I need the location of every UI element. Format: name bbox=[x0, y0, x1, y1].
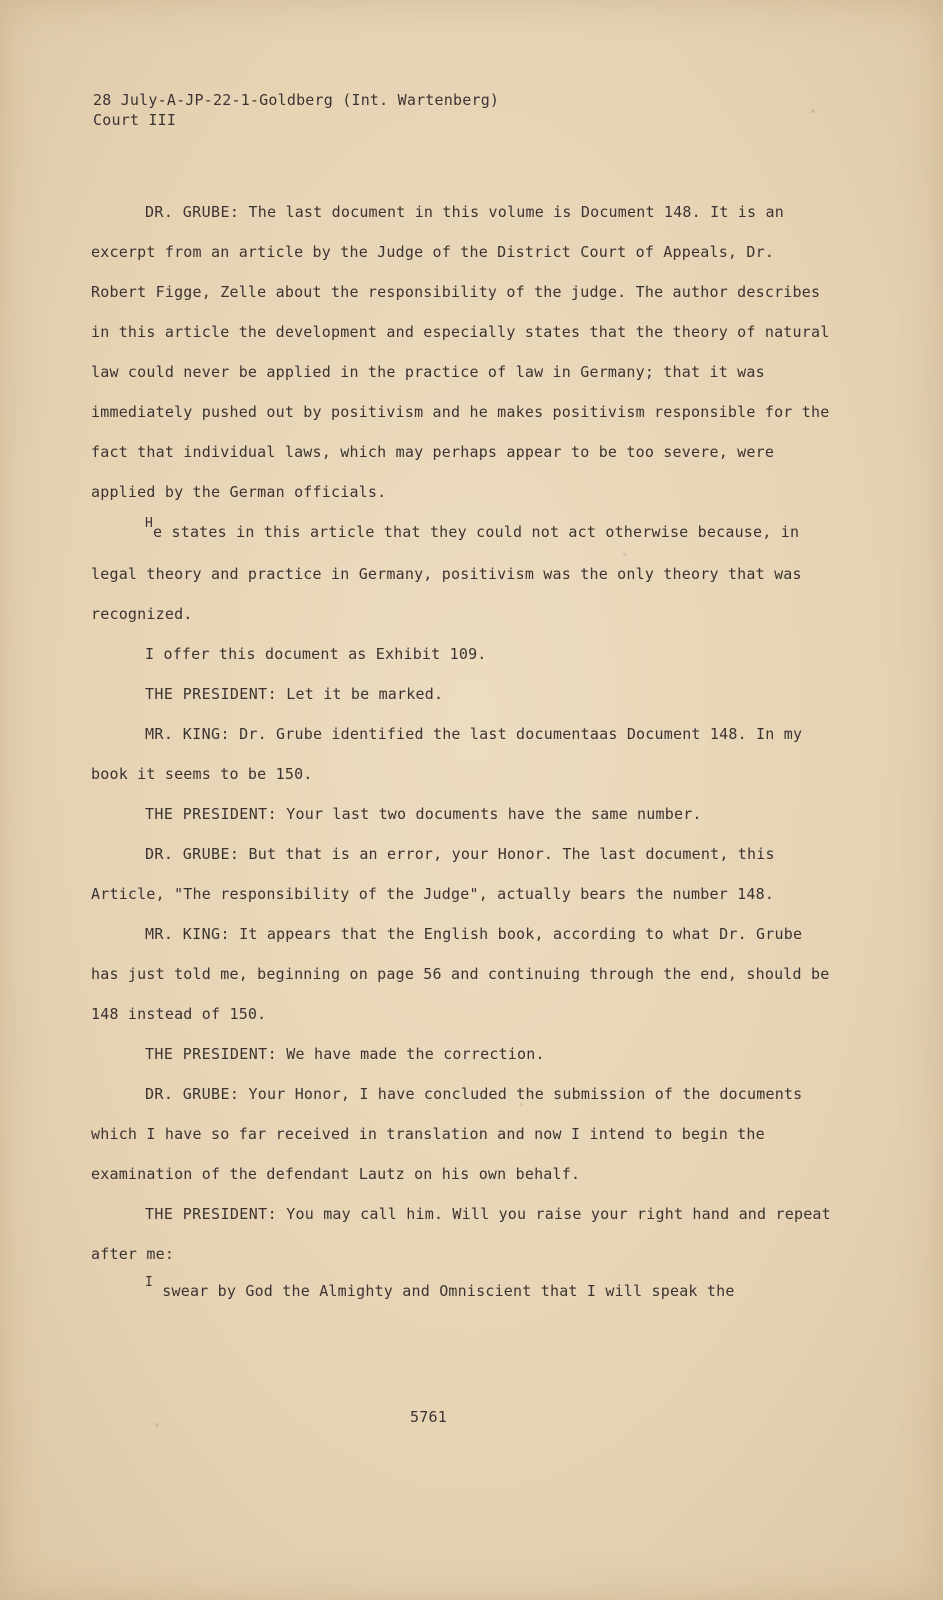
paragraph-text: We have made the correction. bbox=[286, 1045, 545, 1063]
speaker-label: MR. KING: bbox=[145, 725, 230, 743]
paragraph-text: It appears that the English book, according to what Dr. Grube has just told me, beginning on page 56 and continuing through the end, should be 148 instead of 150. bbox=[91, 925, 830, 1023]
paragraph-text: Your Honor, I have concluded the submission of the documents which I have so far received in translation and now I intend to begin the examination of the defendant Lautz on his own behalf. bbox=[91, 1085, 803, 1183]
paragraph bbox=[91, 512, 831, 634]
paragraph bbox=[91, 794, 831, 834]
paragraph bbox=[91, 1034, 831, 1074]
paragraph bbox=[91, 834, 831, 914]
paragraph-text: I offer this document as Exhibit 109. bbox=[145, 645, 487, 663]
paragraph bbox=[91, 1194, 831, 1274]
paragraph bbox=[91, 674, 831, 714]
speaker-label: THE PRESIDENT: bbox=[145, 1205, 278, 1223]
paragraph-text: The last document in this volume is Document 148. It is an excerpt from an article by the Judge of the District Court of Appeals, Dr. Robert Figge, Zelle about the responsibility of the judge. The author describes in this article the development and especially states that the theory of natural law could never be applied in the practice of law in Germany; that it was immediately pushed out by positivism and he makes positivism responsible for the fact that individual laws, which may perhaps appear to be too severe, were applied by the German officials. bbox=[91, 203, 830, 501]
paragraph-text: You may call him. Will you raise your right hand and repeat after me: bbox=[91, 1205, 831, 1263]
paper-smudge bbox=[623, 553, 626, 556]
paragraph-text: Let it be marked. bbox=[286, 685, 444, 703]
raised-initial: I bbox=[145, 1275, 154, 1290]
paragraph-text: Dr. Grube identified the last documentaas Document 148. In my book it seems to be 150. bbox=[91, 725, 803, 783]
speaker-label: DR. GRUBE: bbox=[145, 845, 240, 863]
speaker-label: THE PRESIDENT: bbox=[145, 1045, 278, 1063]
paragraph bbox=[91, 1074, 831, 1194]
paragraph-text: Your last two documents have the same number. bbox=[286, 805, 702, 823]
header-reference: 28 July-A-JP-22-1-Goldberg (Int. Wartenberg) bbox=[93, 91, 500, 109]
speaker-label: THE PRESIDENT: bbox=[145, 685, 278, 703]
paper-smudge bbox=[811, 109, 815, 113]
page-number: 5761 bbox=[410, 1408, 447, 1426]
paragraph bbox=[91, 192, 831, 512]
paper-smudge bbox=[155, 1423, 159, 1427]
paper-smudge bbox=[520, 1103, 523, 1106]
paragraph-text: swear by God the Almighty and Omniscient that I will speak the bbox=[162, 1282, 735, 1300]
paragraph-text: But that is an error, your Honor. The last document, this Article, "The responsibility of the Judge", actually bears the number 148. bbox=[91, 845, 775, 903]
paragraph bbox=[91, 634, 831, 674]
header-court: Court III bbox=[93, 111, 177, 129]
raised-initial: H bbox=[145, 516, 154, 531]
speaker-label: THE PRESIDENT: bbox=[145, 805, 278, 823]
speaker-label: DR. GRUBE: bbox=[145, 203, 240, 221]
paragraph-text: e states in this article that they could not act otherwise because, in legal theory and practice in Germany, positivism was the only theory that was recognized. bbox=[91, 523, 802, 623]
transcript-body bbox=[91, 192, 831, 1310]
paragraph bbox=[91, 914, 831, 1034]
speaker-label: DR. GRUBE: bbox=[145, 1085, 240, 1103]
paragraph bbox=[91, 714, 831, 794]
speaker-label: MR. KING: bbox=[145, 925, 230, 943]
page-header bbox=[93, 90, 499, 130]
paragraph bbox=[91, 1274, 831, 1310]
